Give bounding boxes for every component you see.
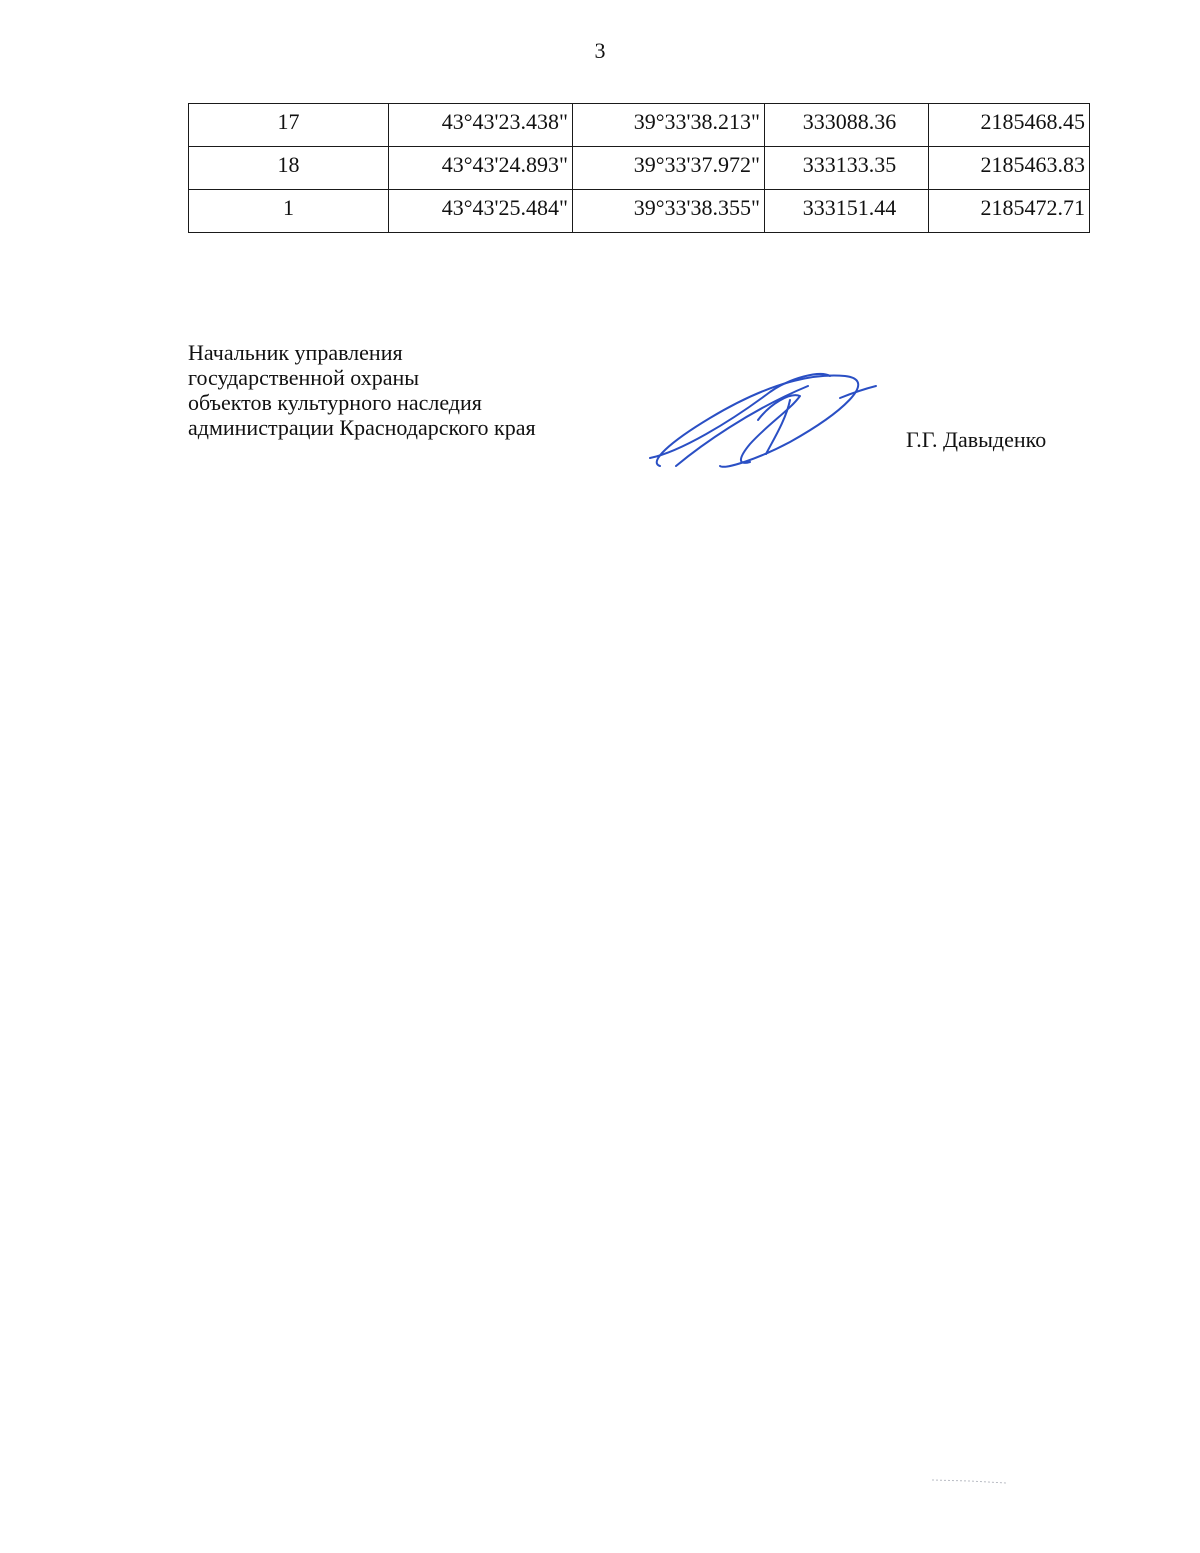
- signatory-title-line: Начальник управления: [188, 340, 403, 365]
- latitude-cell: 43°43'25.484": [389, 190, 573, 233]
- page-number: 3: [594, 38, 606, 63]
- x-coordinate-cell: 333088.36: [765, 104, 929, 147]
- point-number-cell: 18: [189, 147, 389, 190]
- longitude-cell: 39°33'38.213": [573, 104, 765, 147]
- table-row: [189, 190, 1090, 233]
- table-row: [189, 147, 1090, 190]
- signatory-title-line: государственной охраны: [188, 365, 420, 390]
- longitude-cell: 39°33'37.972": [573, 147, 765, 190]
- handwritten-signature: [640, 362, 880, 482]
- point-number-cell: 17: [189, 104, 389, 147]
- signatory-title-line: объектов культурного наследия: [188, 390, 482, 415]
- coordinates-table: [188, 103, 1090, 233]
- signer-name: Г.Г. Давыденко: [906, 427, 1047, 452]
- latitude-cell: 43°43'24.893": [389, 147, 573, 190]
- signature-stroke: [650, 374, 830, 458]
- y-coordinate-cell: 2185468.45: [929, 104, 1090, 147]
- signature-stroke: [657, 376, 859, 467]
- longitude-cell: 39°33'38.355": [573, 190, 765, 233]
- y-coordinate-cell: 2185463.83: [929, 147, 1090, 190]
- latitude-cell: 43°43'23.438": [389, 104, 573, 147]
- x-coordinate-cell: 333133.35: [765, 147, 929, 190]
- scan-artifact: [930, 1478, 1010, 1484]
- point-number-cell: 1: [189, 190, 389, 233]
- x-coordinate-cell: 333151.44: [765, 190, 929, 233]
- signatory-title: [188, 340, 536, 440]
- table-row: [189, 104, 1090, 147]
- signatory-title-line: администрации Краснодарского края: [188, 415, 536, 440]
- y-coordinate-cell: 2185472.71: [929, 190, 1090, 233]
